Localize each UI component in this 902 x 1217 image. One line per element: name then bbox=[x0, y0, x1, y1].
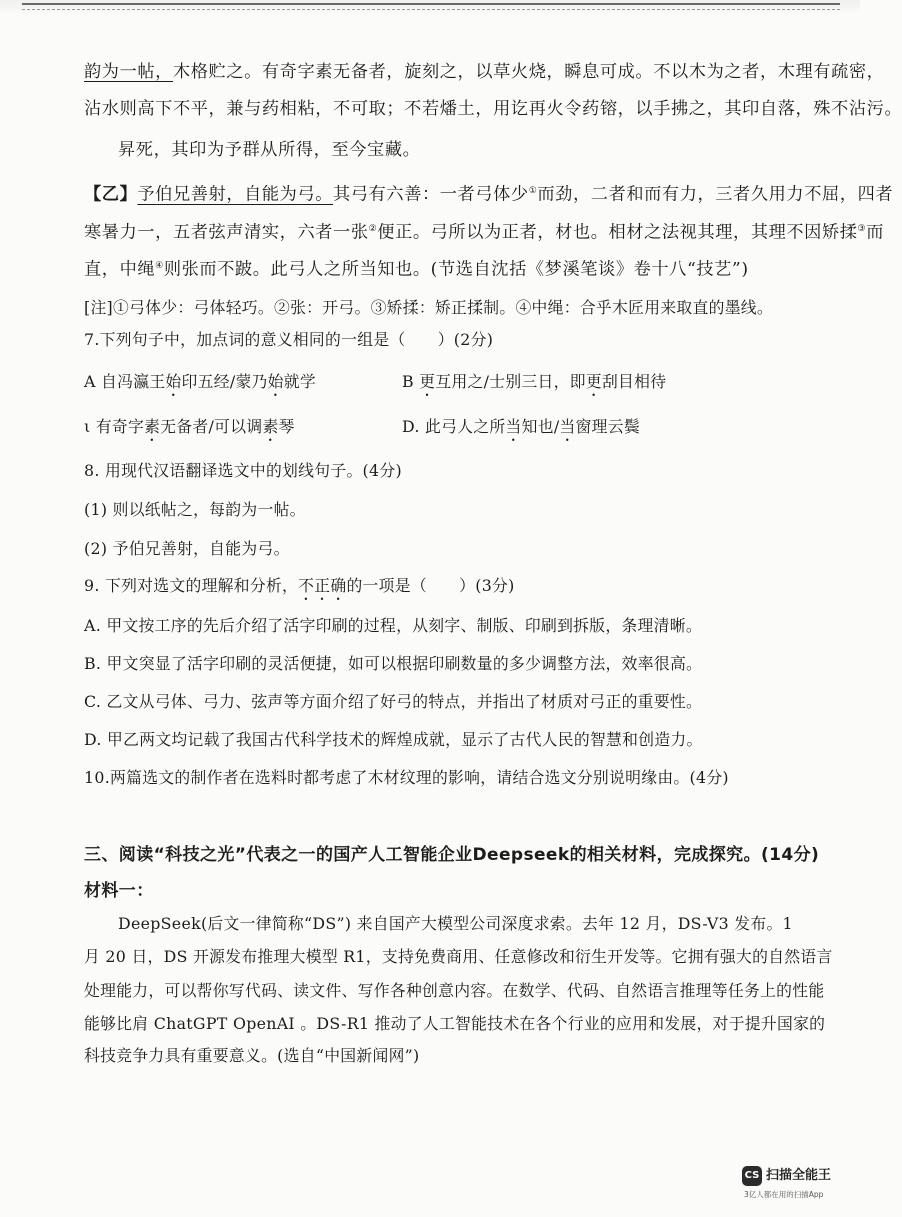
scanner-watermark bbox=[742, 1164, 836, 1206]
passage-yi-line-2 bbox=[84, 217, 884, 245]
option-c bbox=[84, 415, 295, 445]
underlined-sentence: 予伯兄善射，自能为弓。 bbox=[137, 184, 334, 205]
section-3-heading: 三、阅读“科技之光”代表之一的国产人工智能企业Deepseek的相关材料，完成探究。(14分) bbox=[84, 845, 820, 865]
dotted-word: 素 bbox=[144, 417, 161, 436]
scan-top-border bbox=[22, 3, 840, 10]
dotted-word: 更 bbox=[585, 372, 602, 391]
passage-line-3: 昇死，其印为予群从所得，至今宝藏。 bbox=[118, 140, 421, 160]
material-line-1: DeepSeek(后文一律简称“DS”) 来自国产大模型公司深度求索。去年 12 月，DS-V3 发布。1 bbox=[118, 914, 793, 933]
option-text: 就学 bbox=[283, 372, 316, 391]
passage-text: 则张而不跛。此弓人之所当知也。(节选自沈括《梦溪笔谈》卷十八“技艺”) bbox=[163, 259, 749, 280]
passage-line-1 bbox=[84, 60, 884, 84]
material-line-3: 处理能力，可以帮你写代码、读文件、写作各种创意内容。在数学、代码、自然语言推理等任务上的性能 bbox=[84, 981, 825, 1000]
passage-text: 其弓有六善：一者弓体少 bbox=[333, 184, 529, 205]
annotation-note: [注]①弓体少：弓体轻巧。②张：开弓。③矫揉：矫正揉制。④中绳：合乎木匠用来取直的墨线。 bbox=[84, 298, 773, 317]
underlined-sentence-end: 韵为一帖， bbox=[84, 62, 173, 82]
question-9-stem bbox=[84, 574, 515, 604]
passage-text: 便正。弓所以为正者，材也。相材之法视其理，其理不因矫揉 bbox=[377, 222, 858, 243]
option-text: 琴 bbox=[278, 417, 295, 436]
option-a bbox=[84, 372, 316, 391]
passage-yi-line-3 bbox=[84, 254, 749, 282]
passage-yi-line-1 bbox=[84, 179, 893, 207]
watermark-tagline: 3亿人都在用的扫描App bbox=[744, 1190, 824, 1199]
option-text: D. 此弓人之所 bbox=[402, 417, 506, 436]
material-label: 材料一： bbox=[84, 881, 154, 901]
camscanner-logo-icon: CS bbox=[742, 1166, 762, 1186]
question-9-option-d: D. 甲乙两文均记载了我国古代科学技术的辉煌成就，显示了古代人民的智慧和创造力。 bbox=[84, 730, 703, 749]
option-text: ι 有奇字 bbox=[84, 417, 145, 436]
footnote-ref-1: ① bbox=[528, 186, 538, 196]
question-8-stem: 8. 用现代汉语翻译选文中的划线句子。(4分) bbox=[84, 461, 402, 480]
option-text: 印五经/蒙乃 bbox=[181, 372, 268, 391]
question-9-option-b: B. 甲文突显了活字印刷的灵活便捷，如可以根据印刷数量的多少调整方法，效率很高。 bbox=[84, 654, 703, 673]
question-text: 的一项是（ ）(3分) bbox=[346, 576, 515, 595]
question-9-option-c: C. 乙文从弓体、弓力、弦声等方面介绍了好弓的特点，并指出了材质对弓正的重要性。 bbox=[84, 692, 703, 711]
footnote-ref-4: ④ bbox=[155, 261, 164, 271]
passage-yi-tag: 【乙】 bbox=[84, 184, 138, 205]
material-line-5: 科技竞争力具有重要意义。(选自“中国新闻网”) bbox=[84, 1046, 420, 1065]
option-text: 无备者/可以调 bbox=[160, 417, 263, 436]
footnote-ref-2: ② bbox=[368, 224, 378, 234]
dotted-word: 不正确 bbox=[298, 576, 347, 595]
watermark-name: 扫描全能王 bbox=[766, 1168, 832, 1183]
passage-text: 而 bbox=[866, 222, 885, 243]
question-8-item-1: (1) 则以纸帖之，每韵为一帖。 bbox=[84, 500, 306, 519]
passage-text: 而劲，二者和而有力，三者久用力不屈，四者 bbox=[537, 184, 894, 205]
material-line-4: 能够比肩 ChatGPT OpenAI 。DS-R1 推动了人工智能技术在各个行业的应用和发展，对于提升国家的 bbox=[84, 1014, 826, 1033]
option-text: A 自冯瀛王 bbox=[84, 372, 166, 391]
option-text: 互用之/士别三日，即 bbox=[435, 372, 586, 391]
question-9-option-a: A. 甲文按工序的先后介绍了活字印刷的过程，从刻字、制版、印刷到拆版，条理清晰。 bbox=[84, 616, 702, 635]
material-line-2: 月 20 日，DS 开源发布推理大模型 R1，支持免费商用、任意修改和衍生开发等。它拥有强大的自然语言 bbox=[84, 947, 833, 966]
dotted-word: 当 bbox=[559, 417, 576, 436]
passage-text: 直，中绳 bbox=[84, 259, 156, 280]
option-d bbox=[402, 415, 640, 445]
dotted-word: 当 bbox=[505, 417, 522, 436]
dotted-word: 始 bbox=[267, 372, 284, 391]
dotted-word: 素 bbox=[262, 417, 279, 436]
option-text: 刮目相待 bbox=[601, 372, 667, 391]
dotted-word: 更 bbox=[419, 372, 436, 391]
question-7-row-1 bbox=[84, 370, 316, 400]
option-text: 知也/ bbox=[521, 417, 560, 436]
passage-line-2: 沾水则高下不平，兼与药相粘，不可取；不若燔土，用讫再火令药镕，以手拂之，其印自落，殊不沾污。 bbox=[84, 99, 902, 119]
passage-text: 木格贮之。有奇字素无备者，旋刻之，以草火烧，瞬息可成。不以木为之者，木理有疏密， bbox=[172, 62, 885, 82]
dotted-word: 始 bbox=[165, 372, 182, 391]
passage-text: 寒暑力一，五者弦声清实，六者一张 bbox=[84, 222, 369, 243]
question-7-stem: 7.下列句子中，加点词的意义相同的一组是（ ）(2分) bbox=[84, 330, 494, 349]
option-text: B bbox=[402, 372, 420, 391]
footnote-ref-3: ③ bbox=[857, 224, 867, 234]
question-text: 9. 下列对选文的理解和分析， bbox=[84, 576, 299, 595]
option-b bbox=[402, 370, 666, 400]
question-8-item-2: (2) 予伯兄善射，自能为弓。 bbox=[84, 539, 290, 558]
option-text: 窗理云鬓 bbox=[575, 417, 640, 436]
question-10-stem: 10.两篇选文的制作者在选料时都考虑了木材纹理的影响，请结合选文分别说明缘由。(4分) bbox=[84, 768, 729, 787]
